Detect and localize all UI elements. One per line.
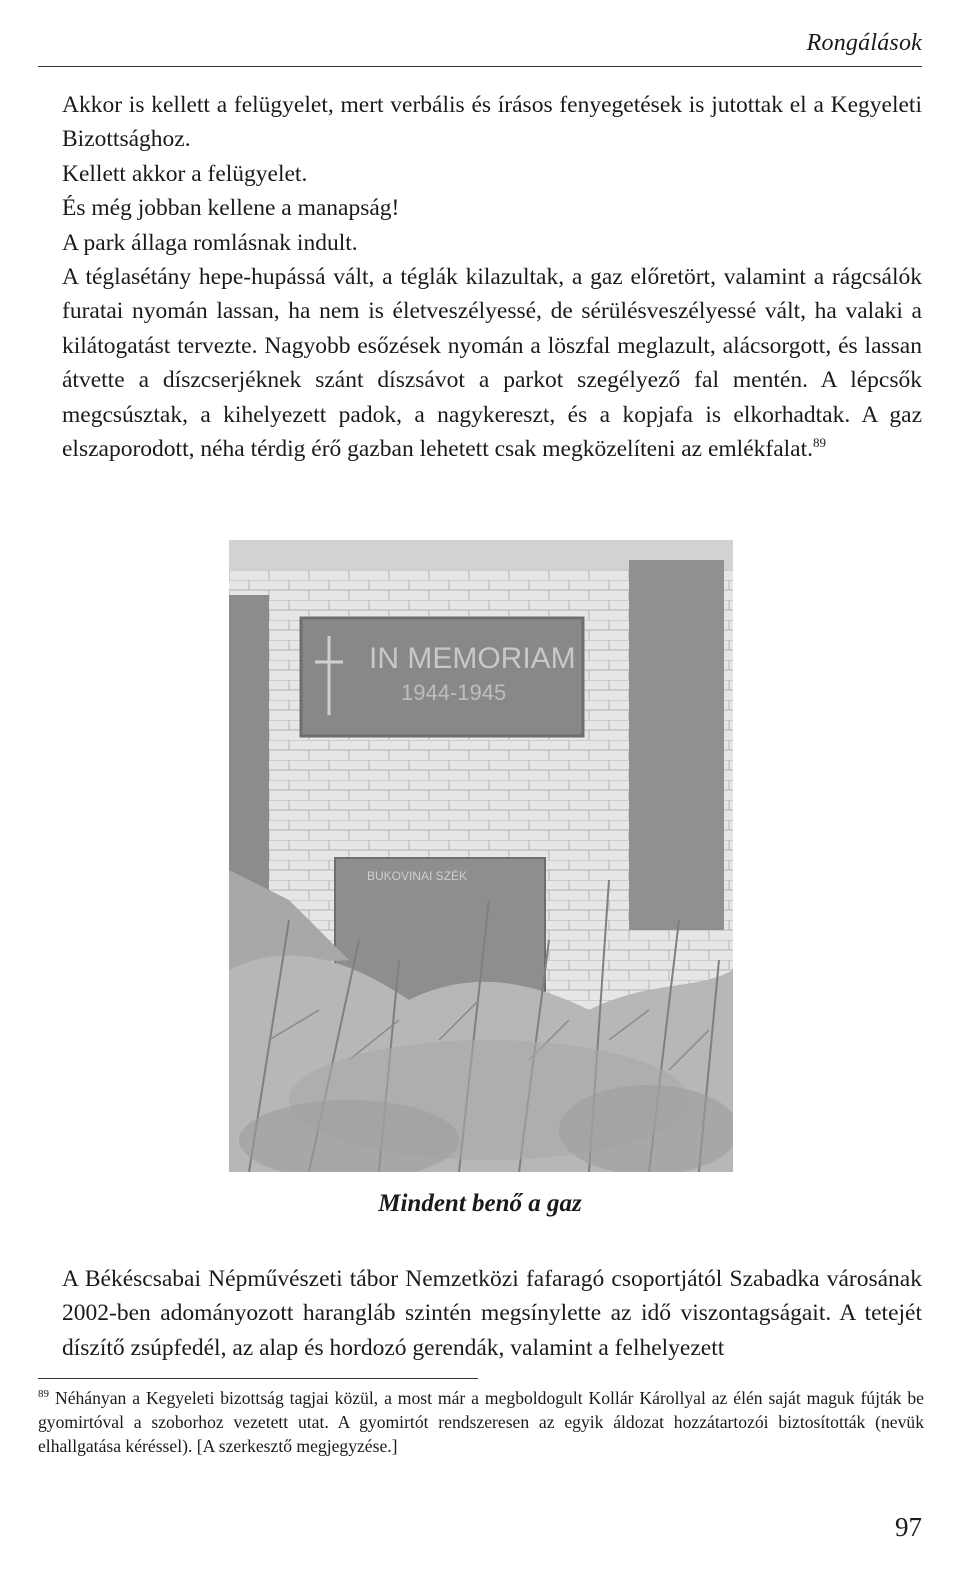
header-rule — [38, 66, 922, 67]
paragraph: Akkor is kellett a felügyelet, mert verbális és írásos fenyegetések is jutottak el a Kegyeleti Bizottsághoz. — [62, 92, 922, 153]
figure-caption: Mindent benő a gaz — [378, 1190, 582, 1217]
memorial-photo — [229, 540, 733, 1172]
body-text-top — [62, 88, 922, 466]
footnote-number: 89 — [38, 1388, 49, 1401]
paragraph: A park állaga romlásnak indult. — [62, 229, 358, 256]
plaque-years: 1944-1945 — [401, 680, 507, 705]
paragraph: És még jobban kellene a manapság! — [62, 195, 400, 222]
body-text-bottom — [62, 1262, 922, 1365]
paragraph: A Békéscsabai Népművészeti tábor Nemzetközi fafaragó csoportjától Szabadka városának 2002-ben adományozott harangláb szintén megsínylette az idő viszontagságait. A tetejét díszítő zsúpfedél, az alap és hordozó gerendák, valamint a felhelyezett — [62, 1266, 922, 1361]
plaque-title: IN MEMORIAM — [369, 642, 576, 675]
footnote-text: Néhányan a Kegyeleti bizottság tagjai közül, a most már a megboldogult Kollár Károllyal az élén saját maguk fújták be gyomirtóval a szoborhoz vezetett utat. A gyomirtót rendszeresen az egyik áldozat hozzátartozói biztosították (nevük elhallgatása kéréssel). [A szerkesztő megjegyzése.] — [38, 1388, 924, 1457]
paragraph — [62, 260, 922, 466]
lower-plaque-text: BUKOVINAI SZÉK — [367, 869, 468, 883]
running-head: Rongálások — [806, 30, 922, 56]
page-number: 97 — [895, 1512, 922, 1542]
paragraph-text: A téglasétány hepe-hupássá vált, a téglák kilazultak, a gaz előretört, valamint a rágcsálók furatai nyomán lassan, ha nem is életveszélyessé, de sérülésveszélyessé vált, ha valaki a kilátogatást tervezte. Nagyobb esőzések nyomán a löszfal meglazult, alácsorgott, és lassan átvette a díszcserjéknek szánt díszsávot a parkot szegélyező fal mentén. A lépcsők megcsúsztak, a kihelyezett padok, a nagykereszt, és a kopjafa is elkorhadtak. A gaz elszaporodott, néha térdig érő gazban lehetett csak megközelíteni az emlékfalat. — [62, 264, 922, 463]
footnote-reference[interactable]: 89 — [813, 435, 827, 451]
footnote-rule — [38, 1378, 478, 1379]
paragraph: Kellett akkor a felügyelet. — [62, 160, 308, 187]
memorial-photo-graphic — [229, 540, 733, 1172]
footnote — [38, 1386, 924, 1459]
